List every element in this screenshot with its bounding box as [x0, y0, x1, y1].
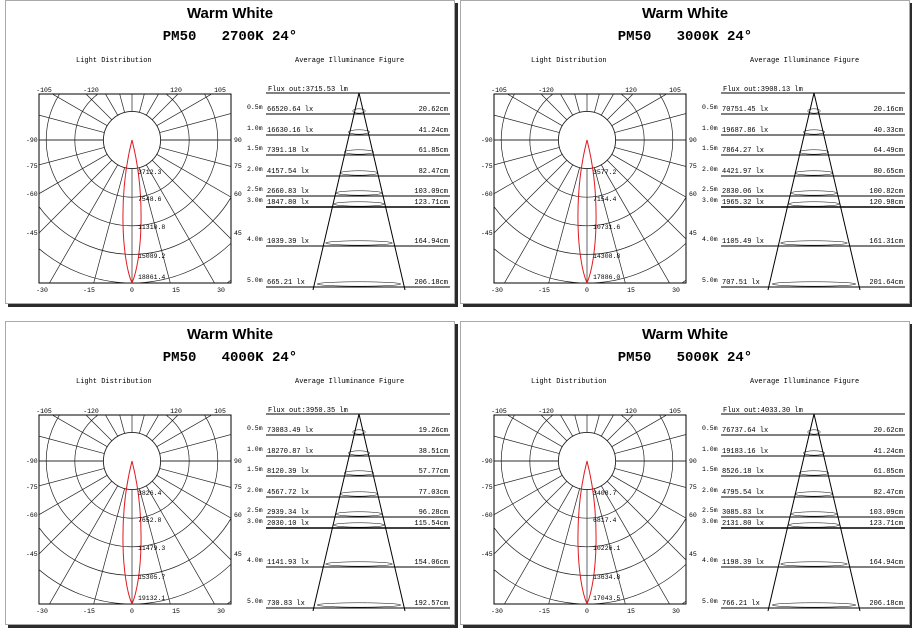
- distance-label: 3.0m: [702, 518, 718, 525]
- distance-label: 0.5m: [702, 425, 718, 432]
- polar-intensity-label: 7548.6: [138, 196, 162, 203]
- spot-diameter-value: 40.33cm: [873, 127, 903, 135]
- polar-angle-label: 45: [234, 230, 242, 237]
- panel-subtitle: PM50 2700K 24°: [162, 29, 298, 45]
- illuminance-value: 3085.83 lx: [722, 509, 765, 517]
- panel-subtitle: PM50 5000K 24°: [617, 350, 753, 366]
- polar-angle-label: 0: [585, 608, 589, 615]
- light-distribution-label: Light Distribution: [531, 378, 607, 386]
- polar-spoke: [0, 147, 104, 222]
- polar-intensity-label: 3577.2: [593, 169, 617, 176]
- polar-spoke: [615, 378, 896, 453]
- polar-angle-label: 60: [689, 512, 697, 519]
- beam-spot-ellipse: [317, 603, 401, 607]
- polar-angle-label: -105: [36, 87, 52, 94]
- polar-angle-label: -30: [36, 608, 48, 615]
- spot-diameter-value: 161.31cm: [869, 238, 903, 246]
- polar-angle-label: -90: [26, 137, 38, 144]
- spot-diameter-value: 82.47cm: [873, 489, 903, 497]
- polar-angle-label: -30: [36, 287, 48, 294]
- spot-diameter-value: 120.98cm: [869, 199, 903, 207]
- polar-angle-label: 15: [172, 287, 180, 294]
- polar-angle-label: -75: [26, 484, 38, 491]
- polar-intensity-label: 7652.8: [138, 517, 162, 524]
- flux-out-label: Flux out:4033.30 lm: [723, 407, 803, 415]
- polar-spoke: [504, 0, 579, 112]
- distance-label: 1.0m: [247, 125, 263, 132]
- polar-angle-label: -15: [83, 287, 95, 294]
- spot-diameter-value: 57.77cm: [418, 468, 448, 476]
- panel-title: Warm White: [186, 5, 274, 22]
- spot-diameter-value: 201.64cm: [869, 279, 903, 287]
- spot-diameter-value: 100.82cm: [869, 188, 903, 196]
- polar-intensity-label: 13634.8: [593, 574, 621, 581]
- polar-angle-label: 105: [669, 408, 681, 415]
- illuminance-value: 1141.93 lx: [267, 559, 310, 567]
- polar-angle-label: -60: [481, 512, 493, 519]
- polar-angle-label: -90: [481, 137, 493, 144]
- distance-label: 1.0m: [702, 125, 718, 132]
- polar-angle-label: 90: [689, 137, 697, 144]
- beam-cone-edge: [359, 93, 405, 290]
- panel-4000k: [5, 321, 455, 625]
- polar-intensity-label: 6817.4: [593, 517, 617, 524]
- polar-intensity-label: 3712.3: [138, 169, 162, 176]
- distance-label: 1.0m: [702, 446, 718, 453]
- beam-spot-ellipse: [336, 191, 382, 195]
- beam-spot-ellipse: [795, 171, 833, 175]
- polar-angle-label: 105: [214, 408, 226, 415]
- beam-spot-ellipse: [803, 130, 824, 134]
- flux-out-label: Flux out:3715.53 lm: [268, 86, 348, 94]
- polar-spoke: [0, 0, 107, 126]
- polar-angle-label: 75: [234, 484, 242, 491]
- polar-angle-label: 30: [672, 608, 680, 615]
- beam-spot-ellipse: [799, 150, 828, 154]
- polar-angle-label: 90: [234, 458, 242, 465]
- panel-subtitle: PM50 4000K 24°: [162, 350, 298, 366]
- polar-spoke: [49, 0, 124, 112]
- spot-diameter-value: 77.03cm: [418, 489, 448, 497]
- distance-label: 2.0m: [702, 487, 718, 494]
- illuminance-value: 1105.49 lx: [722, 238, 765, 246]
- beam-spot-ellipse: [334, 202, 385, 206]
- polar-angle-label: -30: [491, 287, 503, 294]
- spot-diameter-value: 192.57cm: [414, 600, 448, 608]
- polar-intensity-label: 17043.5: [593, 595, 621, 602]
- flux-out-label: Flux out:3908.13 lm: [723, 86, 803, 94]
- polar-angle-label: 105: [214, 87, 226, 94]
- polar-angle-label: 105: [669, 87, 681, 94]
- beam-cone-edge: [359, 414, 405, 611]
- beam-cone-edge: [768, 414, 814, 611]
- beam-spot-ellipse: [791, 512, 837, 516]
- illuminance-value: 16630.16 lx: [267, 127, 314, 135]
- polar-spoke: [615, 57, 896, 132]
- illuminance-value: 7864.27 lx: [722, 147, 765, 155]
- beam-spot-ellipse: [791, 191, 837, 195]
- illuminance-value: 4795.54 lx: [722, 489, 765, 497]
- polar-spoke: [0, 57, 104, 132]
- polar-spoke: [139, 0, 214, 112]
- beam-spot-ellipse: [340, 492, 378, 496]
- beam-cone-edge: [313, 93, 359, 290]
- polar-angle-label: -15: [538, 608, 550, 615]
- polar-angle-label: 0: [585, 287, 589, 294]
- distance-label: 3.0m: [247, 197, 263, 204]
- polar-angle-label: -75: [481, 163, 493, 170]
- spot-diameter-value: 61.85cm: [873, 468, 903, 476]
- distance-label: 5.0m: [702, 277, 718, 284]
- beam-spot-ellipse: [344, 150, 373, 154]
- illuminance-value: 19687.86 lx: [722, 127, 769, 135]
- polar-intensity-label: 7154.4: [593, 196, 617, 203]
- polar-spoke: [0, 0, 112, 120]
- illuminance-value: 7391.18 lx: [267, 147, 310, 155]
- illuminance-value: 665.21 lx: [267, 279, 305, 287]
- spot-diameter-value: 206.18cm: [414, 279, 448, 287]
- illuminance-value: 8526.18 lx: [722, 468, 765, 476]
- polar-angle-label: -45: [481, 551, 493, 558]
- polar-angle-label: -60: [26, 191, 38, 198]
- panel-5000k: [460, 321, 910, 625]
- light-distribution-label: Light Distribution: [76, 378, 152, 386]
- polar-spoke: [160, 57, 441, 132]
- polar-intensity-label: 11479.3: [138, 545, 166, 552]
- polar-spoke: [594, 489, 669, 638]
- polar-angle-label: -45: [26, 551, 38, 558]
- spot-diameter-value: 41.24cm: [418, 127, 448, 135]
- polar-intensity-label: 11310.8: [138, 224, 166, 231]
- polar-angle-label: 90: [234, 137, 242, 144]
- spot-diameter-value: 61.85cm: [418, 147, 448, 155]
- illuminance-value: 8120.39 lx: [267, 468, 310, 476]
- polar-spoke: [49, 489, 124, 638]
- polar-intensity-label: 3826.4: [138, 490, 162, 497]
- polar-angle-label: -105: [491, 408, 507, 415]
- polar-spoke: [0, 378, 104, 453]
- polar-intensity-label: 17886.0: [593, 274, 621, 281]
- panel-title: Warm White: [641, 326, 729, 343]
- distance-label: 0.5m: [702, 104, 718, 111]
- distance-label: 3.0m: [247, 518, 263, 525]
- polar-angle-label: 60: [234, 191, 242, 198]
- spot-diameter-value: 123.71cm: [869, 520, 903, 528]
- spot-diameter-value: 19.26cm: [418, 427, 448, 435]
- beam-spot-ellipse: [795, 492, 833, 496]
- illuminance-value: 1198.39 lx: [722, 559, 765, 567]
- distance-label: 4.0m: [247, 557, 263, 564]
- distance-label: 1.0m: [247, 446, 263, 453]
- spot-diameter-value: 64.49cm: [873, 147, 903, 155]
- illuminance-value: 70751.45 lx: [722, 106, 769, 114]
- illuminance-value: 19183.16 lx: [722, 448, 769, 456]
- spot-diameter-value: 115.54cm: [414, 520, 448, 528]
- beam-spot-ellipse: [334, 523, 385, 527]
- panel-title: Warm White: [186, 326, 274, 343]
- polar-angle-label: -120: [538, 87, 554, 94]
- illuminance-figure-label: Average Illuminance Figure: [295, 378, 405, 386]
- illuminance-value: 4157.54 lx: [267, 168, 310, 176]
- spot-diameter-value: 96.28cm: [418, 509, 448, 517]
- polar-angle-label: -75: [26, 163, 38, 170]
- distance-label: 2.5m: [247, 186, 263, 193]
- illuminance-value: 76737.64 lx: [722, 427, 769, 435]
- polar-ring: [0, 0, 304, 312]
- polar-spoke: [607, 0, 813, 120]
- distance-label: 3.0m: [702, 197, 718, 204]
- polar-angle-label: 120: [170, 408, 182, 415]
- illuminance-value: 73083.49 lx: [267, 427, 314, 435]
- illuminance-value: 730.83 lx: [267, 600, 305, 608]
- illuminance-value: 2030.10 lx: [267, 520, 310, 528]
- beam-cone-edge: [768, 93, 814, 290]
- polar-angle-label: -105: [491, 87, 507, 94]
- chart-canvas: [6, 322, 454, 624]
- beam-spot-ellipse: [772, 282, 856, 286]
- polar-spoke: [160, 378, 441, 453]
- polar-angle-label: -120: [538, 408, 554, 415]
- distance-label: 4.0m: [247, 236, 263, 243]
- polar-spoke: [157, 301, 409, 447]
- polar-angle-label: 45: [689, 230, 697, 237]
- polar-angle-label: 15: [627, 287, 635, 294]
- beam-spot-ellipse: [803, 451, 824, 455]
- polar-intensity-label: 15089.2: [138, 253, 166, 260]
- spot-diameter-value: 103.09cm: [869, 509, 903, 517]
- polar-angle-label: -60: [26, 512, 38, 519]
- light-distribution-label: Light Distribution: [531, 57, 607, 65]
- beam-spot-ellipse: [781, 241, 848, 245]
- polar-angle-label: -15: [538, 287, 550, 294]
- polar-angle-label: 75: [689, 484, 697, 491]
- distance-label: 2.5m: [702, 507, 718, 514]
- distance-label: 1.5m: [702, 466, 718, 473]
- polar-angle-label: 120: [625, 87, 637, 94]
- beam-spot-ellipse: [326, 241, 393, 245]
- beam-spot-ellipse: [781, 562, 848, 566]
- beam-spot-ellipse: [348, 130, 369, 134]
- polar-spoke: [0, 468, 104, 543]
- polar-spoke: [160, 147, 441, 222]
- spot-diameter-value: 154.06cm: [414, 559, 448, 567]
- beam-spot-ellipse: [344, 471, 373, 475]
- polar-angle-label: -120: [83, 408, 99, 415]
- polar-angle-label: 0: [130, 608, 134, 615]
- polar-angle-label: 0: [130, 287, 134, 294]
- chart-canvas: [461, 1, 909, 303]
- polar-angle-label: 15: [627, 608, 635, 615]
- illuminance-figure-label: Average Illuminance Figure: [750, 378, 860, 386]
- illuminance-value: 4567.72 lx: [267, 489, 310, 497]
- beam-spot-ellipse: [336, 512, 382, 516]
- spot-diameter-value: 82.47cm: [418, 168, 448, 176]
- polar-intensity-label: 19132.1: [138, 595, 166, 602]
- beam-spot-ellipse: [317, 282, 401, 286]
- polar-spoke: [504, 489, 579, 638]
- distance-label: 2.0m: [247, 487, 263, 494]
- polar-intensity-label: 14308.8: [593, 253, 621, 260]
- beam-spot-ellipse: [789, 202, 840, 206]
- beam-cone-edge: [814, 414, 860, 611]
- polar-angle-label: -120: [83, 87, 99, 94]
- polar-angle-label: 75: [689, 163, 697, 170]
- distance-label: 5.0m: [247, 277, 263, 284]
- polar-spoke: [152, 0, 358, 120]
- polar-angle-label: -60: [481, 191, 493, 198]
- spot-diameter-value: 123.71cm: [414, 199, 448, 207]
- polar-spoke: [146, 0, 292, 115]
- polar-spoke: [612, 301, 864, 447]
- polar-angle-label: 75: [234, 163, 242, 170]
- beam-spot-ellipse: [348, 451, 369, 455]
- polar-angle-label: 15: [172, 608, 180, 615]
- distance-label: 0.5m: [247, 425, 263, 432]
- distance-label: 1.5m: [702, 145, 718, 152]
- beam-cone-edge: [313, 414, 359, 611]
- polar-angle-label: -45: [481, 230, 493, 237]
- polar-angle-label: 90: [689, 458, 697, 465]
- polar-spoke: [0, 301, 107, 447]
- illuminance-value: 66520.64 lx: [267, 106, 314, 114]
- polar-angle-label: -90: [26, 458, 38, 465]
- panel-3000k: [460, 0, 910, 304]
- distance-label: 1.5m: [247, 145, 263, 152]
- polar-angle-label: -15: [83, 608, 95, 615]
- beam-spot-ellipse: [789, 523, 840, 527]
- polar-spoke: [160, 468, 441, 543]
- polar-angle-label: 30: [672, 287, 680, 294]
- spot-diameter-value: 20.62cm: [418, 106, 448, 114]
- illuminance-value: 2131.80 lx: [722, 520, 765, 528]
- panel-subtitle: PM50 3000K 24°: [617, 29, 753, 45]
- polar-angle-label: 30: [217, 608, 225, 615]
- polar-angle-label: -105: [36, 408, 52, 415]
- illuminance-value: 4421.97 lx: [722, 168, 765, 176]
- polar-spoke: [615, 147, 896, 222]
- chart-canvas: [6, 1, 454, 303]
- spot-diameter-value: 38.51cm: [418, 448, 448, 456]
- distance-label: 5.0m: [702, 598, 718, 605]
- illuminance-value: 1965.32 lx: [722, 199, 765, 207]
- polar-spoke: [594, 0, 669, 112]
- distance-label: 2.0m: [247, 166, 263, 173]
- spot-diameter-value: 20.16cm: [873, 106, 903, 114]
- polar-spoke: [615, 468, 896, 543]
- illuminance-value: 2830.06 lx: [722, 188, 765, 196]
- illuminance-figure-label: Average Illuminance Figure: [750, 57, 860, 65]
- polar-intensity-label: 10731.6: [593, 224, 621, 231]
- polar-angle-label: 60: [689, 191, 697, 198]
- polar-angle-label: -75: [481, 484, 493, 491]
- polar-angle-label: 45: [689, 551, 697, 558]
- polar-spoke: [139, 489, 214, 638]
- illuminance-value: 2660.83 lx: [267, 188, 310, 196]
- beam-cone-edge: [814, 93, 860, 290]
- distance-label: 1.5m: [247, 466, 263, 473]
- polar-angle-label: 45: [234, 551, 242, 558]
- spot-diameter-value: 103.09cm: [414, 188, 448, 196]
- panel-2700k: [5, 0, 455, 304]
- distance-label: 4.0m: [702, 557, 718, 564]
- illuminance-value: 707.51 lx: [722, 279, 760, 287]
- polar-angle-label: 120: [625, 408, 637, 415]
- polar-spoke: [0, 475, 107, 621]
- illuminance-value: 766.21 lx: [722, 600, 760, 608]
- illuminance-value: 18270.87 lx: [267, 448, 314, 456]
- spot-diameter-value: 20.62cm: [873, 427, 903, 435]
- polar-intensity-label: 3408.7: [593, 490, 617, 497]
- spot-diameter-value: 41.24cm: [873, 448, 903, 456]
- chart-canvas: [461, 322, 909, 624]
- illuminance-value: 1039.39 lx: [267, 238, 310, 246]
- polar-angle-label: -90: [481, 458, 493, 465]
- spot-diameter-value: 206.18cm: [869, 600, 903, 608]
- polar-angle-label: -30: [491, 608, 503, 615]
- polar-angle-label: -45: [26, 230, 38, 237]
- polar-intensity-label: 15305.7: [138, 574, 166, 581]
- panel-title: Warm White: [641, 5, 729, 22]
- beam-spot-ellipse: [326, 562, 393, 566]
- illuminance-value: 1847.80 lx: [267, 199, 310, 207]
- polar-angle-label: 60: [234, 512, 242, 519]
- distance-label: 5.0m: [247, 598, 263, 605]
- distance-label: 2.0m: [702, 166, 718, 173]
- beam-spot-ellipse: [340, 171, 378, 175]
- distance-label: 2.5m: [702, 186, 718, 193]
- polar-spoke: [0, 154, 107, 300]
- illuminance-figure-label: Average Illuminance Figure: [295, 57, 405, 65]
- polar-intensity-label: 18861.4: [138, 274, 166, 281]
- illuminance-value: 2939.34 lx: [267, 509, 310, 517]
- polar-spoke: [601, 0, 747, 115]
- polar-angle-label: 120: [170, 87, 182, 94]
- beam-spot-ellipse: [799, 471, 828, 475]
- distance-label: 2.5m: [247, 507, 263, 514]
- distance-label: 4.0m: [702, 236, 718, 243]
- polar-angle-label: 30: [217, 287, 225, 294]
- spot-diameter-value: 164.94cm: [414, 238, 448, 246]
- beam-spot-ellipse: [772, 603, 856, 607]
- flux-out-label: Flux out:3950.35 lm: [268, 407, 348, 415]
- spot-diameter-value: 80.65cm: [873, 168, 903, 176]
- light-distribution-label: Light Distribution: [76, 57, 152, 65]
- distance-label: 0.5m: [247, 104, 263, 111]
- spot-diameter-value: 164.94cm: [869, 559, 903, 567]
- polar-intensity-label: 10226.1: [593, 545, 621, 552]
